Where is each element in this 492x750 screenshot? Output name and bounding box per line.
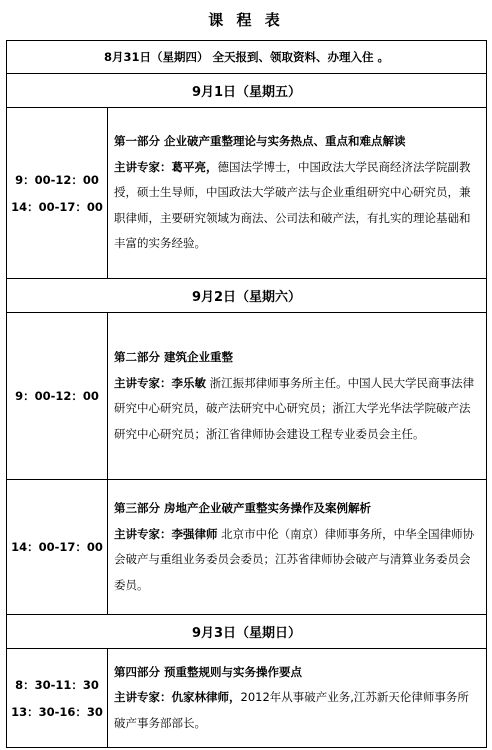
session-part-title: 第一部分 企业破产重整理论与实务热点、重点和难点解读: [114, 134, 406, 149]
table-row: [7, 313, 487, 480]
expert-bio: 浙江振邦律师事务所主任。中国人民大学民商事法律研究中心研究员，破产法研究中心研究员；浙江大学光华法学院破产法研究中心研究员；浙江省律师协会建设工程专业委员会主任。: [114, 375, 475, 441]
session-time-cell: [7, 108, 108, 279]
table-row: [7, 480, 487, 615]
session-time: 9：00-12：00: [15, 389, 99, 403]
table-row: [7, 108, 487, 279]
table-row: [7, 279, 487, 313]
expert-name: 李强律师: [171, 526, 218, 541]
expert-name: 葛平亮，: [171, 159, 218, 174]
session-time: 13：30-16：30: [11, 704, 103, 719]
table-row: [7, 615, 487, 649]
expert-label: 主讲专家：: [114, 526, 172, 541]
arrival-notice: 8月31日（星期四） 全天报到、领取资料、办理入住 。: [7, 41, 487, 74]
day-header: 9月1日（星期五）: [7, 74, 487, 108]
table-row: [7, 41, 487, 74]
expert-label: 主讲专家：: [114, 690, 172, 705]
session-time: 8：30-11：30: [15, 677, 99, 692]
table-row: [7, 649, 487, 748]
expert-bio: 德国法学博士，中国政法大学民商经济法学院副教授，硕士生导师，中国政法大学破产法与企业重组研究中心研究员，兼职律师，主要研究领域为商法、公司法和破产法，有扎实的理论基础和丰富的实务经验。: [114, 159, 471, 251]
expert-bio: 北京市中伦（南京）律师事务所，中华全国律师协会破产与重组业务委员会委员；江苏省律师协会破产与清算业务委员会委员。: [114, 526, 475, 592]
day-header: 9月2日（星期六）: [7, 279, 487, 313]
expert-bio: 2012年从事破产业务,江苏新天伦律师事务所破产事务部部长。: [114, 690, 469, 730]
expert-label: 主讲专家：: [114, 159, 172, 174]
session-part-title: 第四部分 预重整规则与实务操作要点: [114, 664, 303, 679]
session-time: 14：00-17：00: [11, 540, 103, 554]
session-time-cell: [7, 480, 108, 615]
session-content: [108, 480, 487, 615]
session-content: [108, 313, 487, 480]
day-header: 9月3日（星期日）: [7, 615, 487, 649]
session-time: 9：00-12：00: [15, 172, 99, 187]
session-time-cell: [7, 649, 108, 748]
session-part-title: 第三部分 房地产企业破产重整实务操作及案例解析: [114, 501, 372, 515]
page-title: 课 程 表: [208, 11, 284, 29]
session-content: [108, 649, 487, 748]
expert-name: 李乐敏: [171, 375, 206, 390]
session-content: [108, 108, 487, 279]
session-time: 14：00-17：00: [11, 199, 103, 214]
expert-label: 主讲专家：: [114, 375, 172, 390]
expert-name: 仇家林律师，: [171, 690, 241, 705]
session-time-cell: [7, 313, 108, 480]
session-part-title: 第二部分 建筑企业重整: [114, 350, 234, 364]
table-row: [7, 74, 487, 108]
schedule-table: [6, 40, 487, 748]
